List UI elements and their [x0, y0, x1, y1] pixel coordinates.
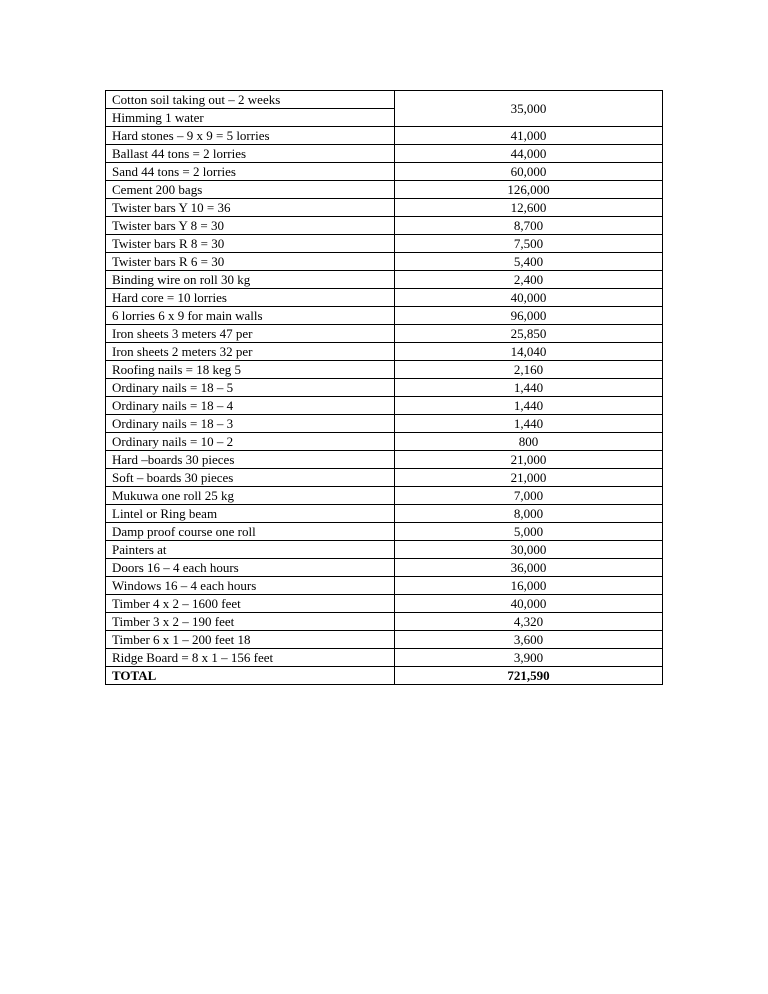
item-description: Doors 16 – 4 each hours	[106, 559, 395, 577]
item-amount: 7,000	[395, 487, 663, 505]
item-amount: 40,000	[395, 289, 663, 307]
item-description: 6 lorries 6 x 9 for main walls	[106, 307, 395, 325]
table-row	[106, 127, 663, 145]
item-amount: 7,500	[395, 235, 663, 253]
cost-table-body	[106, 91, 663, 685]
item-description: Ordinary nails = 18 – 4	[106, 397, 395, 415]
item-amount: 8,700	[395, 217, 663, 235]
table-row	[106, 361, 663, 379]
table-row	[106, 181, 663, 199]
item-description: Timber 3 x 2 – 190 feet	[106, 613, 395, 631]
item-description: Ridge Board = 8 x 1 – 156 feet	[106, 649, 395, 667]
table-row	[106, 415, 663, 433]
item-amount: 60,000	[395, 163, 663, 181]
item-amount: 36,000	[395, 559, 663, 577]
total-label: TOTAL	[106, 667, 395, 685]
table-row	[106, 145, 663, 163]
table-row	[106, 433, 663, 451]
item-description: Lintel or Ring beam	[106, 505, 395, 523]
item-description: Hard core = 10 lorries	[106, 289, 395, 307]
item-amount: 1,440	[395, 415, 663, 433]
item-description: Ballast 44 tons = 2 lorries	[106, 145, 395, 163]
cost-table	[105, 90, 663, 685]
item-amount: 5,400	[395, 253, 663, 271]
item-amount: 21,000	[395, 451, 663, 469]
table-row	[106, 289, 663, 307]
item-description: Iron sheets 3 meters 47 per	[106, 325, 395, 343]
item-description: Painters at	[106, 541, 395, 559]
item-description: Hard stones – 9 x 9 = 5 lorries	[106, 127, 395, 145]
item-amount: 8,000	[395, 505, 663, 523]
item-amount: 35,000	[395, 91, 663, 127]
item-amount: 12,600	[395, 199, 663, 217]
table-row	[106, 451, 663, 469]
item-description: Binding wire on roll 30 kg	[106, 271, 395, 289]
item-amount: 1,440	[395, 379, 663, 397]
table-row	[106, 379, 663, 397]
table-row	[106, 523, 663, 541]
item-description: Damp proof course one roll	[106, 523, 395, 541]
item-amount: 30,000	[395, 541, 663, 559]
item-description: Iron sheets 2 meters 32 per	[106, 343, 395, 361]
table-row	[106, 505, 663, 523]
table-row	[106, 559, 663, 577]
item-amount: 3,600	[395, 631, 663, 649]
item-description: Ordinary nails = 18 – 5	[106, 379, 395, 397]
item-description: Cotton soil taking out – 2 weeks	[106, 91, 395, 109]
table-row	[106, 235, 663, 253]
table-row	[106, 199, 663, 217]
total-row	[106, 667, 663, 685]
item-description: Soft – boards 30 pieces	[106, 469, 395, 487]
item-description: Sand 44 tons = 2 lorries	[106, 163, 395, 181]
table-row	[106, 595, 663, 613]
item-description: Mukuwa one roll 25 kg	[106, 487, 395, 505]
table-row	[106, 397, 663, 415]
item-amount: 5,000	[395, 523, 663, 541]
item-description: Ordinary nails = 18 – 3	[106, 415, 395, 433]
item-description: Timber 4 x 2 – 1600 feet	[106, 595, 395, 613]
item-amount: 126,000	[395, 181, 663, 199]
item-amount: 40,000	[395, 595, 663, 613]
item-amount: 14,040	[395, 343, 663, 361]
table-row	[106, 91, 663, 109]
table-row	[106, 307, 663, 325]
item-amount: 800	[395, 433, 663, 451]
total-amount: 721,590	[395, 667, 663, 685]
table-row	[106, 325, 663, 343]
item-description: Roofing nails = 18 keg 5	[106, 361, 395, 379]
item-description: Twister bars R 8 = 30	[106, 235, 395, 253]
item-description: Twister bars Y 10 = 36	[106, 199, 395, 217]
table-row	[106, 253, 663, 271]
table-row	[106, 613, 663, 631]
item-description: Ordinary nails = 10 – 2	[106, 433, 395, 451]
item-description: Twister bars R 6 = 30	[106, 253, 395, 271]
table-row	[106, 541, 663, 559]
table-row	[106, 577, 663, 595]
item-description: Windows 16 – 4 each hours	[106, 577, 395, 595]
item-amount: 21,000	[395, 469, 663, 487]
item-amount: 96,000	[395, 307, 663, 325]
item-amount: 16,000	[395, 577, 663, 595]
table-row	[106, 469, 663, 487]
item-description: Hard –boards 30 pieces	[106, 451, 395, 469]
item-description: Himming 1 water	[106, 109, 395, 127]
table-row	[106, 631, 663, 649]
table-row	[106, 163, 663, 181]
table-row	[106, 271, 663, 289]
item-amount: 3,900	[395, 649, 663, 667]
item-description: Twister bars Y 8 = 30	[106, 217, 395, 235]
item-description: Timber 6 x 1 – 200 feet 18	[106, 631, 395, 649]
table-row	[106, 649, 663, 667]
item-amount: 4,320	[395, 613, 663, 631]
item-amount: 44,000	[395, 145, 663, 163]
item-amount: 41,000	[395, 127, 663, 145]
table-row	[106, 343, 663, 361]
item-amount: 2,400	[395, 271, 663, 289]
item-amount: 2,160	[395, 361, 663, 379]
table-row	[106, 487, 663, 505]
item-description: Cement 200 bags	[106, 181, 395, 199]
item-amount: 1,440	[395, 397, 663, 415]
table-row	[106, 217, 663, 235]
item-amount: 25,850	[395, 325, 663, 343]
